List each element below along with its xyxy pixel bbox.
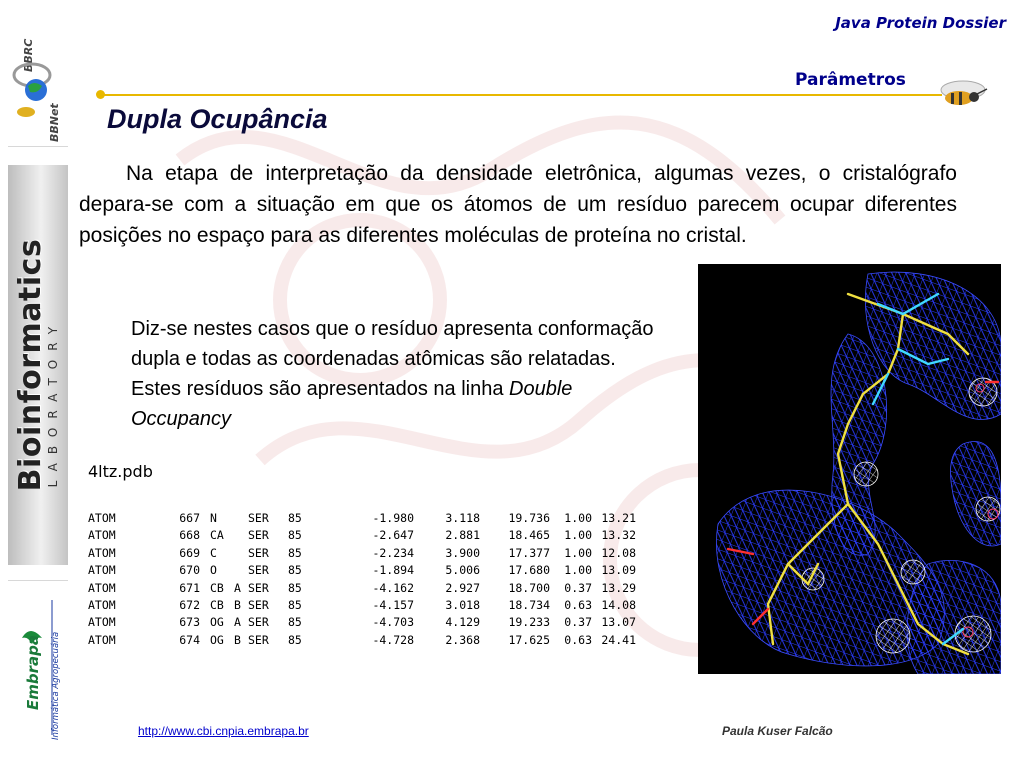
bbrc-bbnet-logo: [10, 30, 62, 145]
svg-text:BBRC: BBRC: [22, 38, 35, 72]
pdb-cell: SER: [248, 632, 269, 647]
pdb-cell: ATOM: [88, 615, 116, 630]
laboratory-word: LABORATORY: [46, 317, 60, 488]
pdb-cell: [234, 527, 248, 544]
bee-icon: [933, 76, 993, 112]
pdb-cell: CB: [210, 580, 224, 595]
header-title: Java Protein Dossier: [835, 14, 1006, 32]
pdb-cell: ATOM: [88, 528, 116, 543]
pdb-cell: -4.157: [372, 598, 414, 613]
pdb-atom-row: [88, 632, 636, 649]
pdb-cell: -2.647: [372, 528, 414, 543]
pdb-atom-row: [88, 545, 636, 562]
pdb-cell: 18.700: [508, 580, 550, 595]
pdb-cell: 669: [179, 545, 200, 560]
pdb-cell: 85: [288, 632, 302, 647]
pdb-cell: SER: [248, 580, 269, 595]
pdb-atom-row: [88, 614, 636, 631]
pdb-cell: -4.728: [372, 632, 414, 647]
pdb-cell: 13.07: [601, 615, 636, 630]
pdb-atom-row: [88, 580, 636, 597]
pdb-cell: 19.233: [508, 615, 550, 630]
pdb-cell: 668: [179, 528, 200, 543]
pdb-cell: 85: [288, 511, 302, 525]
svg-text:BBNet: BBNet: [48, 103, 61, 142]
pdb-cell: C: [210, 545, 217, 560]
pdb-cell: 671: [179, 580, 200, 595]
pdb-cell: 670: [179, 563, 200, 578]
pdb-cell: A: [234, 580, 241, 595]
pdb-cell: 19.736: [508, 511, 550, 525]
pdb-cell: 3.118: [445, 511, 480, 525]
pdb-cell: -4.162: [372, 580, 414, 595]
pdb-atom-row: [88, 510, 636, 527]
pdb-cell: 2.927: [445, 580, 480, 595]
pdb-cell: 85: [288, 528, 302, 543]
pdb-cell: OG: [210, 632, 224, 647]
left-sidebar: [0, 0, 70, 768]
pdb-cell: 24.41: [601, 632, 636, 647]
pdb-atom-row: [88, 562, 636, 579]
pdb-atom-row: [88, 597, 636, 614]
footer-website-link[interactable]: http://www.cbi.cnpia.embrapa.br: [138, 724, 309, 738]
occupancy-paragraph-text: Diz-se nestes casos que o resíduo apresenta conformação dupla e todas as coordenadas atômicas são relatadas. Estes resíduos são apresentados na linha: [131, 318, 654, 400]
pdb-cell: 0.37: [564, 580, 592, 595]
pdb-cell: 13.32: [601, 528, 636, 543]
pdb-cell: 85: [288, 615, 302, 630]
sidebar-divider: [8, 146, 68, 147]
pdb-cell: SER: [248, 563, 269, 578]
page-title: Dupla Ocupância: [107, 104, 328, 134]
pdb-cell: 12.08: [601, 545, 636, 560]
occupancy-paragraph: [131, 314, 671, 434]
pdb-cell: 18.734: [508, 598, 550, 613]
pdb-cell: ATOM: [88, 545, 116, 560]
svg-text:Embrapa: Embrapa: [24, 635, 42, 710]
pdb-cell: SER: [248, 598, 269, 613]
pdb-cell: 18.465: [508, 528, 550, 543]
pdb-cell: OG: [210, 615, 224, 630]
footer-author: Paula Kuser Falcão: [722, 724, 833, 738]
pdb-cell: 85: [288, 580, 302, 595]
pdb-cell: 0.63: [564, 598, 592, 613]
bioinformatics-text: [13, 238, 60, 492]
pdb-cell: 85: [288, 598, 302, 613]
pdb-cell: CA: [210, 528, 224, 543]
pdb-cell: 672: [179, 598, 200, 613]
pdb-cell: 4.129: [445, 615, 480, 630]
pdb-cell: 0.37: [564, 615, 592, 630]
pdb-atom-table: [88, 510, 636, 649]
intro-paragraph: Na etapa de interpretação da densidade eletrônica, algumas vezes, o cristalógrafo depara-se com a situação em que os átomos de um resíduo parecem ocupar diferentes posições no espaço para as diferentes moléculas de proteína no cristal.: [79, 162, 957, 247]
electron-density-mesh: [698, 264, 1001, 674]
electron-density-image: [698, 264, 1001, 674]
pdb-cell: ATOM: [88, 632, 116, 647]
pdb-cell: 17.377: [508, 545, 550, 560]
pdb-cell: SER: [248, 511, 269, 525]
double-occupancy-term: Double Occupancy: [131, 378, 573, 430]
pdb-cell: 85: [288, 545, 302, 560]
pdb-atom-row: [88, 527, 636, 544]
pdb-cell: 5.006: [445, 563, 480, 578]
pdb-cell: [234, 510, 248, 527]
header-divider: [100, 94, 942, 96]
bioinformatics-word: Bioinformatics: [13, 238, 48, 492]
pdb-cell: B: [234, 598, 241, 613]
pdb-cell: ATOM: [88, 563, 116, 578]
pdb-cell: SER: [248, 528, 269, 543]
pdb-cell: O: [210, 563, 217, 578]
pdb-cell: 1.00: [564, 528, 592, 543]
pdb-cell: 1.00: [564, 511, 592, 525]
pdb-filename: 4ltz.pdb: [88, 462, 153, 481]
pdb-cell: -1.980: [372, 511, 414, 525]
pdb-cell: [234, 545, 248, 562]
section-title: Parâmetros: [795, 70, 906, 90]
pdb-cell: 14.08: [601, 598, 636, 613]
pdb-cell: A: [234, 615, 241, 630]
pdb-cell: CB: [210, 598, 224, 613]
pdb-cell: 3.018: [445, 598, 480, 613]
pdb-cell: 13.29: [601, 580, 636, 595]
pdb-cell: N: [210, 511, 217, 525]
pdb-cell: 673: [179, 615, 200, 630]
pdb-cell: SER: [248, 615, 269, 630]
pdb-cell: 2.881: [445, 528, 480, 543]
pdb-cell: -4.703: [372, 615, 414, 630]
pdb-cell: SER: [248, 545, 269, 560]
pdb-cell: B: [234, 632, 241, 647]
pdb-cell: 667: [179, 511, 200, 525]
sidebar-divider: [8, 580, 68, 581]
pdb-cell: 2.368: [445, 632, 480, 647]
embrapa-logo: [8, 590, 68, 740]
pdb-cell: [234, 562, 248, 579]
pdb-cell: -2.234: [372, 545, 414, 560]
pdb-cell: 13.21: [601, 511, 636, 525]
pdb-cell: ATOM: [88, 580, 116, 595]
pdb-cell: 0.63: [564, 632, 592, 647]
pdb-cell: 17.680: [508, 563, 550, 578]
pdb-cell: 3.900: [445, 545, 480, 560]
pdb-cell: -1.894: [372, 563, 414, 578]
pdb-cell: ATOM: [88, 598, 116, 613]
svg-text:Informática Agropecuária: Informática Agropecuária: [51, 631, 61, 740]
pdb-cell: 13.09: [601, 563, 636, 578]
pdb-cell: 674: [179, 632, 200, 647]
pdb-cell: 1.00: [564, 545, 592, 560]
pdb-cell: 85: [288, 563, 302, 578]
pdb-cell: 1.00: [564, 563, 592, 578]
pdb-cell: ATOM: [88, 511, 116, 525]
pdb-cell: 17.625: [508, 632, 550, 647]
